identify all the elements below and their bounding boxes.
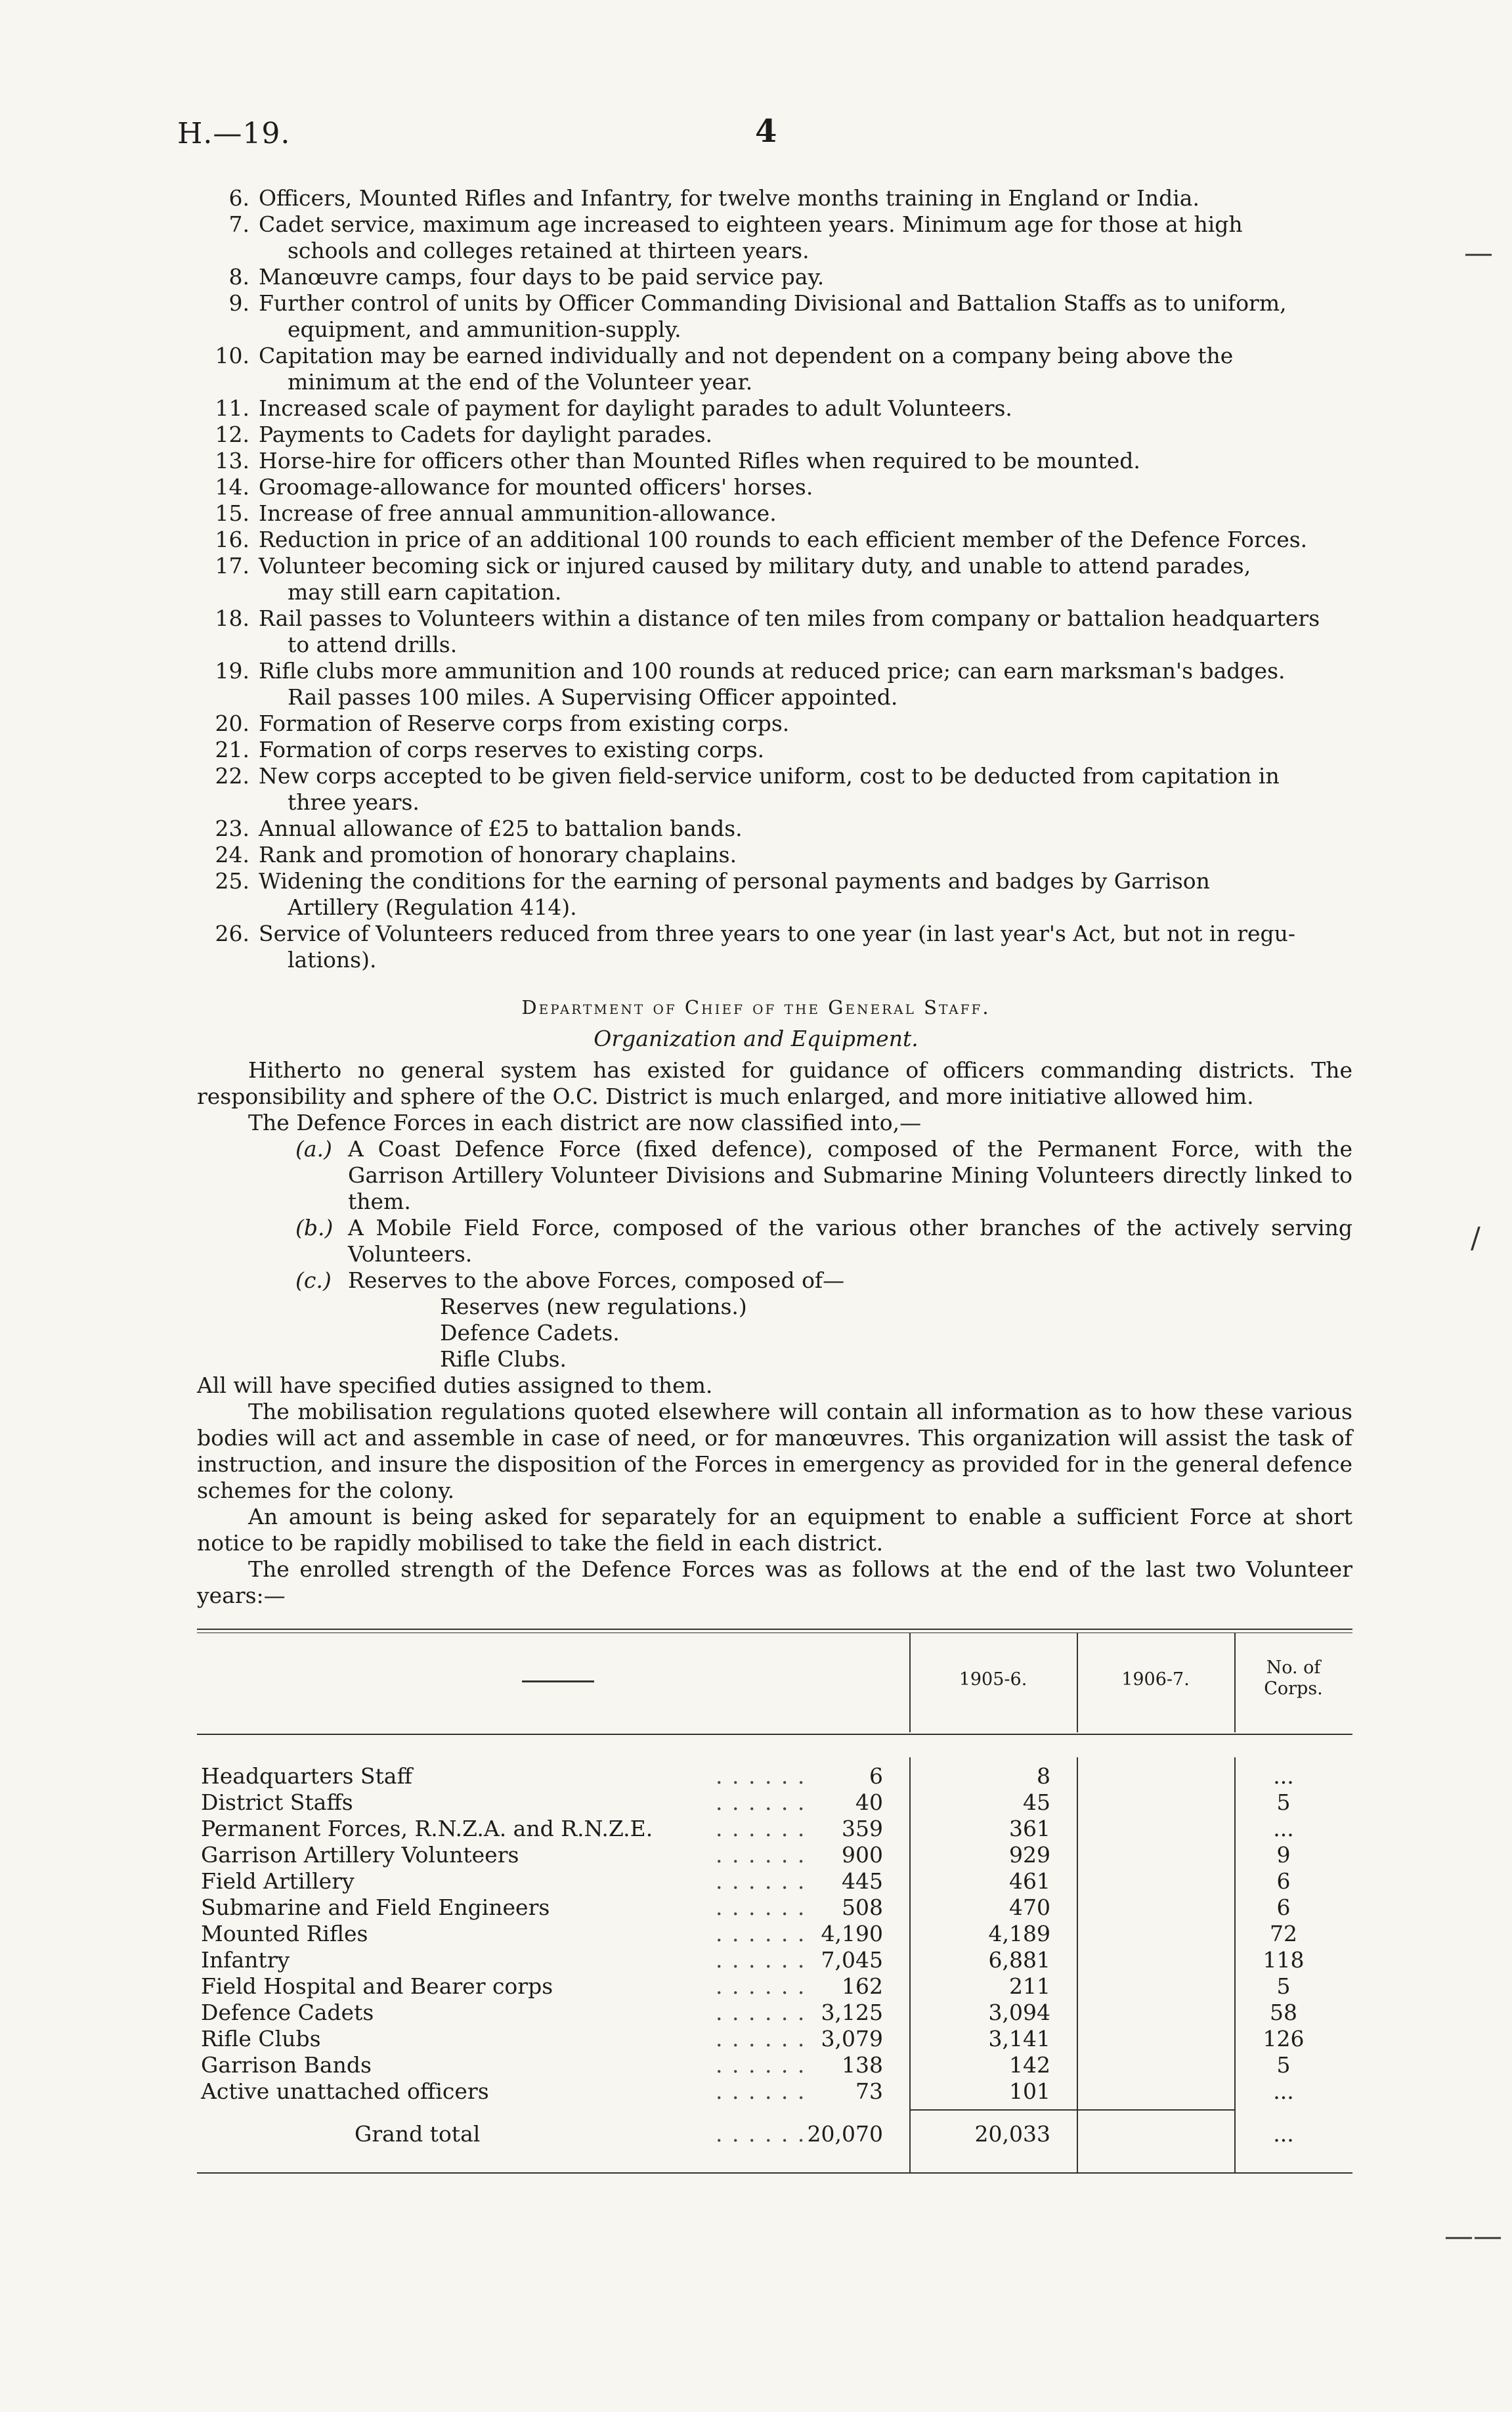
class-label: (c.) [295, 1267, 332, 1293]
item-line: Capitation may be earned individually and not dependent on a company being above the [259, 343, 1234, 368]
table-top-rule [197, 1629, 1352, 1630]
item-text [259, 185, 1352, 211]
cell-value: 7,045 [821, 1947, 883, 1973]
item-line: Further control of units by Officer Commanding Divisional and Battalion Staffs as to uniform, [259, 290, 1287, 316]
cell-value: 72 [1270, 1921, 1297, 1946]
header-rule [197, 1734, 1352, 1735]
item-line: Rail passes to Volunteers within a distance of ten miles from company or battalion headquarters [259, 605, 1320, 631]
bottom-rule [197, 2172, 1352, 2174]
cell-value: 361 [1009, 1816, 1050, 1841]
item-line: Service of Volunteers reduced from three years to one year (in last year's Act, but not in regu- [259, 921, 1296, 946]
list-item [197, 448, 1352, 474]
item-number: 18. [215, 605, 249, 631]
cell-value: 445 [842, 1868, 883, 1894]
leader-dots: . . . . . . [716, 1895, 806, 1920]
table-row [197, 2078, 1352, 2105]
cell-value: 6 [1276, 1895, 1291, 1920]
leader-dots: . . . . . . [716, 1947, 806, 1973]
item-text [259, 921, 1352, 973]
list-item [197, 842, 1352, 868]
item-text [259, 553, 1352, 605]
item-line: Groomage-allowance for mounted officers' horses. [259, 474, 813, 500]
list-item [197, 868, 1352, 921]
margin-mark: —— [1444, 2220, 1502, 2253]
cell-value: 3,079 [821, 2026, 883, 2051]
item-number: 25. [215, 868, 249, 894]
leader-dots: . . . . . . [716, 2000, 806, 2025]
list-item [197, 763, 1352, 816]
leader-dots: . . . . . . [716, 1868, 806, 1894]
subtotal-rule [909, 2109, 1234, 2111]
cell-value: 9 [1276, 1842, 1291, 1868]
cell-value: ... [1273, 2121, 1294, 2147]
report-reference: H.—19. [177, 117, 291, 150]
item-text [259, 211, 1352, 264]
list-item [197, 422, 1352, 448]
stub-header-dash [522, 1680, 594, 1682]
item-continuation: equipment, and ammunition-supply. [288, 317, 681, 342]
item-number: 8. [228, 264, 249, 290]
paragraph: Hitherto no general system has existed for guidance of officers commanding districts. The responsibility and sphere of the O.C. District is much enlarged, and more initiative allowed him. [197, 1057, 1352, 1109]
item-continuation: three years. [288, 789, 420, 815]
cell-value: 5 [1276, 1789, 1291, 1815]
class-item [295, 1136, 1352, 1215]
list-item [197, 553, 1352, 605]
item-number: 12. [215, 422, 249, 447]
item-text [259, 395, 1352, 422]
paragraph: The mobilisation regulations quoted elsewhere will contain all information as to how these various bodies will act and assemble in case of need, or for manœuvres. This organization will assist the task of instruction, and insure the disposition of the Forces in emergency as provided for in the general defence schemes for the colony. [197, 1399, 1352, 1503]
table-row [197, 1895, 1352, 1921]
item-line: Increase of free annual ammunition-allowance. [259, 500, 777, 526]
row-label: Field Artillery [201, 1868, 355, 1894]
item-continuation: lations). [288, 947, 377, 973]
paragraph: An amount is being asked for separately for an equipment to enable a sufficient Force at short notice to be rapidly mobilised to take the field in each district. [197, 1504, 1352, 1556]
cell-value: 58 [1270, 2000, 1297, 2025]
item-number: 24. [215, 842, 249, 867]
item-line: Rank and promotion of honorary chaplains. [259, 842, 737, 867]
item-text [259, 605, 1352, 658]
cell-value: 6 [869, 1763, 883, 1789]
grand-total-row [197, 2121, 1352, 2147]
list-item [197, 264, 1352, 290]
item-line: Rifle clubs more ammunition and 100 rounds at reduced price; can earn marksman's badges. [259, 658, 1285, 684]
cell-value: 4,190 [821, 1921, 883, 1946]
leader-dots: . . . . . . [716, 2121, 806, 2147]
row-label: Defence Cadets [201, 2000, 374, 2025]
section-subheading: Organization and Equipment. [594, 1026, 918, 1051]
cell-value: 8 [1037, 1763, 1050, 1789]
item-number: 14. [215, 474, 249, 500]
item-number: 6. [228, 185, 249, 211]
leader-dots: . . . . . . [716, 1842, 806, 1868]
cell-value: 508 [842, 1895, 883, 1920]
row-label: Mounted Rifles [201, 1921, 368, 1946]
item-number: 20. [215, 711, 249, 736]
leader-dots: . . . . . . [716, 1973, 806, 1999]
strength-table [197, 1629, 1352, 2200]
cell-value: 900 [842, 1842, 883, 1868]
item-line: New corps accepted to be given field-service uniform, cost to be deducted from capitation in [259, 763, 1280, 789]
cell-value: 6,881 [988, 1947, 1050, 1973]
cell-value: 461 [1009, 1868, 1050, 1894]
table-row [197, 2026, 1352, 2052]
leader-dots: . . . . . . [716, 2078, 806, 2104]
class-text: A Coast Defence Force (fixed defence), composed of the Permanent Force, with the Garrison Artillery Volunteer Divisions and Submarine Mining Volunteers directly linked to them. [348, 1136, 1352, 1214]
cell-value: 138 [842, 2052, 883, 2078]
cell-value: 470 [1009, 1895, 1050, 1920]
list-item [197, 816, 1352, 842]
item-text [259, 711, 1352, 737]
item-line: Payments to Cadets for daylight parades. [259, 422, 713, 447]
item-line: Horse-hire for officers other than Mounted Rifles when required to be mounted. [259, 448, 1140, 473]
item-text [259, 474, 1352, 500]
item-number: 21. [215, 737, 249, 762]
item-text [259, 842, 1352, 868]
list-item [197, 711, 1352, 737]
class-item [295, 1215, 1352, 1267]
class-label: (b.) [295, 1215, 334, 1240]
cell-value: 929 [1009, 1842, 1050, 1868]
cell-value: 40 [855, 1789, 883, 1815]
paragraph: The enrolled strength of the Defence Forces was as follows at the end of the last two Volunteer years:— [197, 1556, 1352, 1608]
cell-value: 73 [855, 2078, 883, 2104]
list-item [197, 474, 1352, 500]
paragraph: The Defence Forces in each district are now classified into,— [248, 1110, 922, 1135]
paragraph: All will have specified duties assigned to them. [197, 1372, 713, 1398]
item-line: Widening the conditions for the earning of personal payments and badges by Garrison [259, 868, 1210, 894]
cell-value: 359 [842, 1816, 883, 1841]
item-text [259, 527, 1352, 553]
column-header: 1906-7. [1121, 1669, 1190, 1690]
leader-dots: . . . . . . [716, 1816, 806, 1841]
item-line: Increased scale of payment for daylight parades to adult Volunteers. [259, 395, 1012, 421]
list-item [197, 395, 1352, 422]
list-item [197, 737, 1352, 763]
item-continuation: may still earn capitation. [288, 579, 562, 605]
cell-value: ... [1273, 1763, 1294, 1789]
item-text [259, 290, 1352, 343]
class-text: Reserves to the above Forces, composed of— [348, 1267, 845, 1293]
table-row [197, 1763, 1352, 1789]
margin-mark: — [1464, 236, 1493, 270]
list-item [197, 290, 1352, 343]
item-continuation: schools and colleges retained at thirteen years. [288, 238, 810, 263]
item-number: 15. [215, 500, 249, 526]
cell-value: 211 [1009, 1973, 1050, 1999]
row-label: District Staffs [201, 1789, 353, 1815]
item-line: Formation of corps reserves to existing corps. [259, 737, 765, 762]
class-text: A Mobile Field Force, composed of the various other branches of the actively serving Volunteers. [348, 1215, 1352, 1267]
table-row [197, 1921, 1352, 1947]
item-text [259, 422, 1352, 448]
table-row [197, 1868, 1352, 1895]
list-item [197, 527, 1352, 553]
reserve-item: Defence Cadets. [440, 1320, 620, 1346]
list-item [197, 605, 1352, 658]
item-text [259, 264, 1352, 290]
row-label: Infantry [201, 1947, 290, 1973]
leader-dots: . . . . . . [716, 2052, 806, 2078]
reserve-item: Reserves (new regulations.) [440, 1294, 747, 1319]
cell-value: 5 [1276, 1973, 1291, 1999]
leader-dots: . . . . . . [716, 2026, 806, 2051]
cell-value: 20,070 [807, 2121, 883, 2147]
table-row [197, 1789, 1352, 1816]
cell-value: 101 [1009, 2078, 1050, 2104]
item-text [259, 658, 1352, 711]
item-line: Formation of Reserve corps from existing corps. [259, 711, 790, 736]
item-line: Reduction in price of an additional 100 rounds to each efficient member of the Defence Forces. [259, 527, 1308, 552]
item-number: 19. [215, 658, 249, 684]
item-line: Manœuvre camps, four days to be paid service pay. [259, 264, 825, 290]
list-item [197, 921, 1352, 973]
item-number: 17. [215, 553, 249, 579]
cell-value: 45 [1023, 1789, 1050, 1815]
item-continuation: Rail passes 100 miles. A Supervising Officer appointed. [288, 684, 898, 710]
row-label: Garrison Bands [201, 2052, 372, 2078]
leader-dots: . . . . . . [716, 1763, 806, 1789]
item-text [259, 816, 1352, 842]
row-label: Rifle Clubs [201, 2026, 321, 2051]
column-header: 1905-6. [959, 1669, 1027, 1690]
cell-value: ... [1273, 1816, 1294, 1841]
cell-value: ... [1273, 2078, 1294, 2104]
cell-value: 142 [1009, 2052, 1050, 2078]
section-heading: Department of Chief of the General Staff. [521, 996, 991, 1019]
row-label: Garrison Artillery Volunteers [201, 1842, 519, 1868]
table-row [197, 1842, 1352, 1868]
column-header: No. of Corps. [1264, 1657, 1323, 1699]
item-number: 13. [215, 448, 249, 473]
cell-value: 6 [1276, 1868, 1291, 1894]
leader-dots: . . . . . . [716, 1789, 806, 1815]
row-label: Permanent Forces, R.N.Z.A. and R.N.Z.E. [201, 1816, 653, 1841]
item-text [259, 343, 1352, 395]
cell-value: 4,189 [988, 1921, 1050, 1946]
page-number: 4 [755, 113, 777, 150]
item-line: Cadet service, maximum age increased to eighteen years. Minimum age for those at high [259, 211, 1243, 237]
row-label: Headquarters Staff [201, 1763, 412, 1789]
cell-value: 3,125 [821, 2000, 883, 2025]
item-text [259, 737, 1352, 763]
row-label: Submarine and Field Engineers [201, 1895, 550, 1920]
table-row [197, 1973, 1352, 2000]
cell-value: 126 [1263, 2026, 1305, 2051]
row-label: Active unattached officers [201, 2078, 489, 2104]
item-number: 10. [215, 343, 249, 368]
item-number: 11. [215, 395, 249, 421]
list-item [197, 500, 1352, 527]
table-row [197, 1947, 1352, 1973]
numbered-list [197, 185, 1352, 973]
list-item [197, 658, 1352, 711]
item-text [259, 448, 1352, 474]
cell-value: 5 [1276, 2052, 1291, 2078]
leader-dots: . . . . . . [716, 1921, 806, 1946]
table-row [197, 2052, 1352, 2078]
class-label: (a.) [295, 1136, 332, 1162]
cell-value: 118 [1263, 1947, 1305, 1973]
table-row [197, 1816, 1352, 1842]
row-label: Field Hospital and Bearer corps [201, 1973, 553, 1999]
section-body [197, 1057, 1352, 1609]
item-number: 22. [215, 763, 249, 789]
list-item [197, 211, 1352, 264]
margin-mark: ∕ [1471, 1221, 1480, 1255]
list-item [197, 185, 1352, 211]
table-row [197, 2000, 1352, 2026]
cell-value: 3,094 [988, 2000, 1050, 2025]
item-number: 9. [228, 290, 249, 316]
item-number: 26. [215, 921, 249, 946]
item-line: Volunteer becoming sick or injured caused by military duty, and unable to attend parades, [259, 553, 1251, 579]
item-line: Annual allowance of £25 to battalion bands. [259, 816, 743, 841]
item-number: 7. [228, 211, 249, 237]
item-text [259, 763, 1352, 816]
item-continuation: Artillery (Regulation 414). [288, 894, 577, 920]
class-item [295, 1267, 1352, 1294]
item-number: 16. [215, 527, 249, 552]
cell-value: 20,033 [974, 2121, 1050, 2147]
cell-value: 162 [842, 1973, 883, 1999]
row-label: Grand total [355, 2121, 481, 2147]
item-line: Officers, Mounted Rifles and Infantry, for twelve months training in England or India. [259, 185, 1199, 211]
item-continuation: to attend drills. [288, 632, 458, 657]
item-text [259, 500, 1352, 527]
reserve-item: Rifle Clubs. [440, 1346, 567, 1372]
list-item [197, 343, 1352, 395]
item-number: 23. [215, 816, 249, 841]
item-text [259, 868, 1352, 921]
item-continuation: minimum at the end of the Volunteer year. [288, 369, 753, 395]
cell-value: 3,141 [988, 2026, 1050, 2051]
